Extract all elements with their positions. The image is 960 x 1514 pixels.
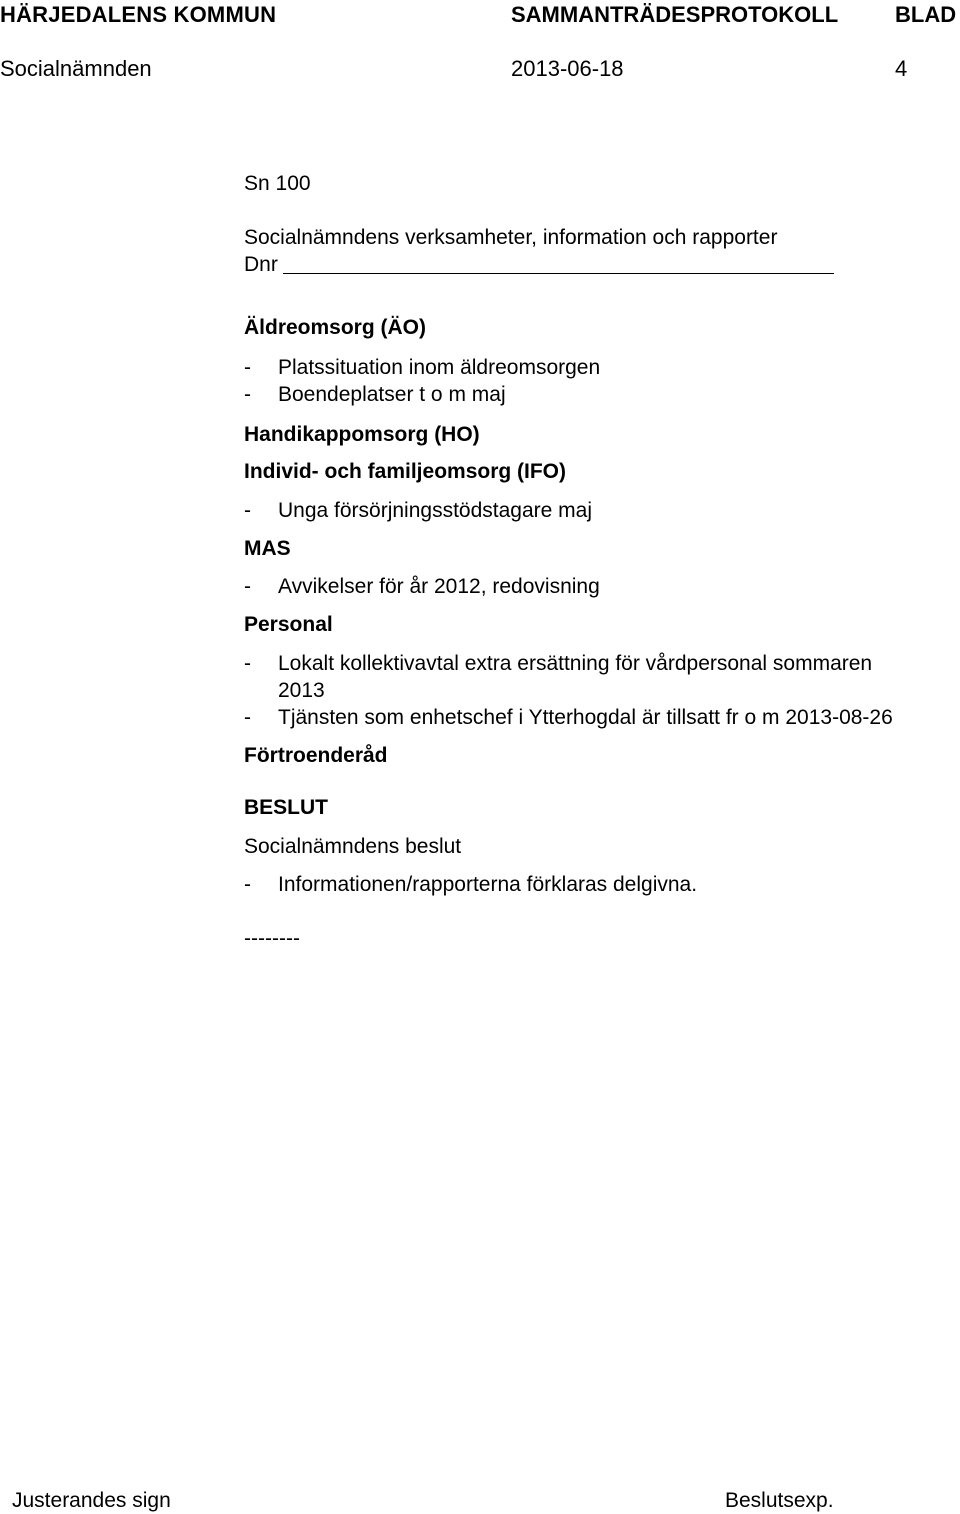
item-number: Sn 100 [244, 172, 311, 195]
section-heading-handikappomsorg: Handikappomsorg (HO) [244, 423, 480, 446]
section-heading-personal: Personal [244, 613, 333, 636]
list-item: - Boendeplatser t o m maj [244, 383, 506, 406]
meeting-date: 2013-06-18 [511, 56, 624, 81]
item-subject: Socialnämndens verksamheter, information och rapporter [244, 226, 778, 249]
list-item: - Avvikelser för år 2012, redovisning [244, 575, 600, 598]
list-item: - Platssituation inom äldreomsorgen [244, 356, 601, 379]
section-heading-fortroenderad: Förtroenderåd [244, 744, 388, 767]
committee-name: Socialnämnden [0, 56, 152, 81]
list-item: - Unga försörjningsstödstagare maj [244, 499, 592, 522]
footer-justerandes-sign: Justerandes sign [12, 1489, 171, 1512]
footer-beslutsexp: Beslutsexp. [725, 1489, 834, 1512]
section-heading-ifo: Individ- och familjeomsorg (IFO) [244, 460, 567, 483]
end-marker: -------- [244, 927, 300, 950]
list-item-continuation: 2013 [278, 679, 325, 702]
dnr-label: Dnr [244, 253, 278, 276]
organization-name: HÄRJEDALENS KOMMUN [0, 2, 277, 27]
decision-heading: BESLUT [244, 796, 328, 819]
decision-item: - Informationen/rapporterna förklaras delgivna. [244, 873, 698, 896]
section-heading-mas: MAS [244, 537, 291, 560]
blad-label: BLAD [895, 2, 957, 27]
list-item: - Tjänsten som enhetschef i Ytterhogdal är tillsatt fr o m 2013-08-26 [244, 706, 893, 729]
list-item: - Lokalt kollektivavtal extra ersättning för vårdpersonal sommaren [244, 652, 873, 675]
document-type: SAMMANTRÄDESPROTOKOLL [511, 2, 839, 27]
page-number: 4 [895, 56, 908, 81]
dnr-underline [283, 273, 834, 274]
section-heading-aldreomsorg: Äldreomsorg (ÄO) [244, 316, 427, 339]
decision-subheading: Socialnämndens beslut [244, 835, 462, 858]
